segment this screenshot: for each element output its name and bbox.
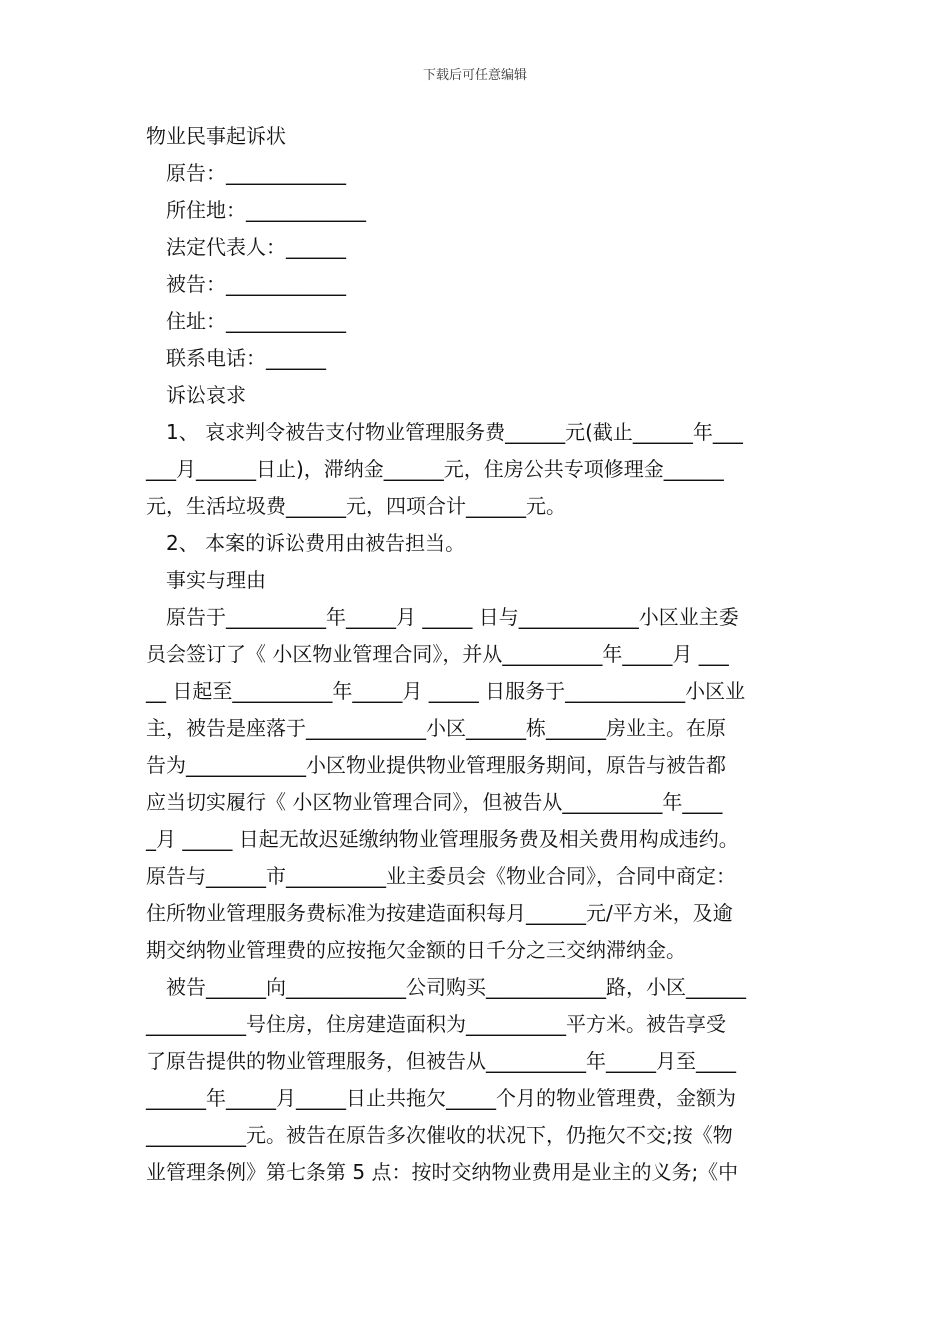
claim-1-line-2: ___月______日止)，滞纳金______元，住房公共专项修理金______ [146,457,724,481]
legal-rep-field: 法定代表人：______ [166,235,346,259]
address-field: 住址：____________ [166,309,346,333]
facts-p1-line: 应当切实履行《 小区物业管理合同》，但被告从__________年____ [146,790,723,814]
facts-p2-line: 了原告提供的物业管理服务，但被告从__________年_____月至____ [146,1049,736,1073]
document-title: 物业民事起诉状 [146,124,286,148]
facts-p1-line: 住所物业管理服务费标准为按建造面积每月______元/平方米，及逾 [146,901,733,925]
claim-1-line-3: 元，生活垃圾费______元，四项合计______元。 [146,494,566,518]
facts-p1-line: 期交纳物业管理费的应按拖欠金额的日千分之三交纳滞纳金。 [146,938,686,962]
claim-1-line-1: 1、 哀求判令被告支付物业管理服务费______元(截止______年___ [166,420,743,444]
claims-heading: 诉讼哀求 [166,383,246,407]
defendant-field: 被告：____________ [166,272,346,296]
facts-p1-line: 主，被告是座落于____________小区______栋______房业主。在原 [146,716,726,740]
facts-p1-line: _月 _____ 日起无故迟延缴纳物业管理服务费及相关费用构成违约。 [146,827,739,851]
facts-p2-line: __________元。被告在原告多次催收的状况下，仍拖欠不交;按《物 [146,1123,733,1147]
facts-p1-line: 员会签订了《 小区物业管理合同》，并从__________年_____月 ___ [146,642,729,666]
claim-2: 2、 本案的诉讼费用由被告担当。 [166,531,466,555]
plaintiff-field: 原告：____________ [166,161,346,185]
page-header: 下载后可任意编辑 [422,68,527,83]
facts-p1-line: 告为____________小区物业提供物业管理服务期间，原告与被告都 [146,753,726,777]
facts-p1-line: 原告与______市__________业主委员会《物业合同》，合同中商定： [146,864,736,888]
facts-p2-line: 业管理条例》第七条第 5 点：按时交纳物业费用是业主的义务;《中 [146,1160,739,1184]
facts-p1-line: 原告于__________年_____月 _____ 日与____________小区业主委 [166,605,739,629]
facts-p2-line: ______年_____月_____日止共拖欠_____个月的物业管理费，金额为 [146,1086,736,1110]
facts-heading: 事实与理由 [166,568,266,592]
facts-p2-line: 被告______向____________公司购买____________路，小区______ [166,975,746,999]
document-body [146,118,808,1191]
residence-field: 所住地：____________ [166,198,366,222]
phone-field: 联系电话：______ [166,346,326,370]
facts-p2-line: __________号住房，住房建造面积为__________平方米。被告享受 [146,1012,726,1036]
facts-p1-line: __ 日起至__________年_____月 _____ 日服务于____________小区业 [146,679,746,703]
